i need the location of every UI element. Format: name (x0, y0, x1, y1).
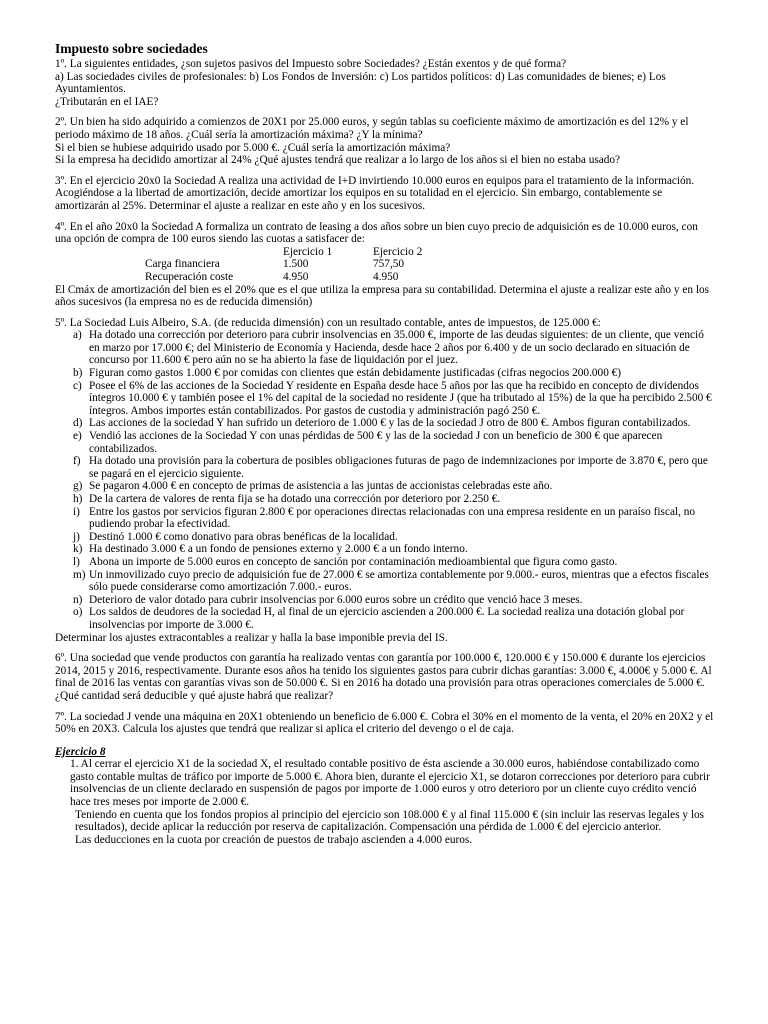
list-item (55, 455, 715, 480)
q5-intro: 5º. La Sociedad Luis Albeiro, S.A. (de reducida dimensión) con un resultado contable, antes de impuestos, de 125.000 €: (55, 316, 601, 329)
table-cell: Carga financiera (145, 258, 220, 271)
q2-line-2: Si el bien se hubiese adquirido usado por 5.000 €. ¿Cuál sería la amortización máxima? (55, 141, 451, 154)
table-row (145, 271, 463, 284)
list-item (55, 480, 715, 493)
table-cell: 4.950 (283, 270, 309, 283)
list-item-text: Ha destinado 3.000 € a un fondo de pensiones externo y 2.000 € a un fondo interno. (89, 543, 468, 556)
list-item (55, 417, 715, 430)
question-7: 7º. La sociedad J vende una máquina en 20X1 obteniendo un beneficio de 6.000 €. Cobra el 30% en el momento de la venta, el 20% en 20X2 y el 50% en 20X3. Calcula los ajustes que tendrá que realizar si aplica el criterio del devengo o el de caja. (55, 710, 714, 736)
question-2 (55, 116, 715, 166)
list-item-label: o) (73, 606, 83, 619)
table-cell: 4.950 (373, 270, 399, 283)
q4-outro: El Cmáx de amortización del bien es el 20% que es el que utiliza la empresa para su contabilidad. Determina el ajuste a realizar este año y en los años sucesivos (la empresa no es de reducida dimensión) (55, 283, 710, 309)
leasing-header-cell (145, 246, 283, 259)
exercise-8-paragraph-1: 1. Al cerrar el ejercicio X1 de la sociedad X, el resultado contable positivo de ésta asciende a 30.000 euros, habiéndose contabilizado como gasto contable multas de tráfico por importe de 5.000 €. Ahora bien, durante el ejercicio X1, se dotaron correcciones por deterioro para cubrir insolvencias de un cliente declarado en suspensión de pagos por importe de 1.000 euros y otro deterioro por un cliente cuyo crédito venció hace tres meses por importe de 2.000 €. (70, 758, 710, 809)
exercise-8-heading: Ejercicio 8 (55, 745, 106, 758)
leasing-header-cell: Ejercicio 2 (373, 245, 423, 258)
list-item-text: Entre los gastos por servicios figuran 2.800 € por operaciones directas relacionadas con una empresa residente en un paraíso fiscal, no pudiendo probar la efectividad. (89, 505, 696, 531)
q2-line-3: Si la empresa ha decidido amortizar al 24% ¿Qué ajustes tendrá que realizar a lo largo de los años si el bien no estaba usado? (55, 154, 621, 167)
list-item-label: c) (73, 379, 82, 392)
list-item-text: Figuran como gastos 1.000 € por comidas con clientes que están debidamente justificadas (cifras negocios 200.000 €) (89, 367, 622, 380)
exercise-8 (55, 746, 715, 847)
list-item-text: Un inmovilizado cuyo precio de adquisición fue de 27.000 € se amortiza contablemente por 9.000.- euros, mientras que a efectos fiscales sólo puede considerarse como amortización 7.000.- euros. (89, 568, 709, 594)
question-6: 6º. Una sociedad que vende productos con garantía ha realizado ventas con garantía por 100.000 €, 120.000 € y 150.000 € durante los ejercicios 2014, 2015 y 2016, respectivamente. Durante esos años ha tenido los siguientes gastos para cubrir dichas garantías: 3.000 €, 4.000€ y 5.000 €. Al final de 2016 las ventas con garantías vivas son de 50.000 €. Si en 2016 ha dotado una provisión para otras operaciones comerciales de 5.000 €. ¿Qué cantidad será deducible y qué ajuste habrá que realizar? (55, 652, 712, 702)
question-3: 3º. En el ejercicio 20x0 la Sociedad A realiza una actividad de I+D invirtiendo 10.000 euros en equipos para el tratamiento de la información. Acogiéndose a la libertad de amortización, decide amortizar los equipos en su totalidad en el ejercicio. Sin embargo, contablemente se amortizarán al 25%. Determinar el ajuste a realizar en este año y en los sucesivos. (55, 174, 695, 212)
question-5 (55, 317, 715, 644)
exercise-8-paragraph-3: Las deducciones en la cuota por creación de puestos de trabajo ascienden a 4.000 euros. (75, 833, 473, 846)
list-item-label: f) (73, 455, 81, 468)
question-1 (55, 58, 715, 108)
list-item (55, 569, 715, 594)
list-item-label: n) (73, 593, 83, 606)
list-item (55, 430, 715, 455)
list-item-label: h) (73, 493, 83, 505)
list-item (55, 506, 715, 531)
leasing-header-cell: Ejercicio 1 (283, 245, 333, 258)
q4-intro: 4º. En el año 20x0 la Sociedad A formaliza un contrato de leasing a dos años sobre un bien cuyo precio de adquisición es de 10.000 euros, con una opción de compra de 100 euros siendo las cuotas a satisfacer de: (55, 220, 698, 246)
list-item-label: k) (73, 543, 83, 556)
list-item-label: b) (73, 367, 83, 380)
list-item-text: Deterioro de valor dotado para cubrir insolvencias por 6.000 euros sobre un crédito que venció hace 3 meses. (89, 593, 583, 606)
exercise-8-paragraph-2: Teniendo en cuenta que los fondos propios al principio del ejercicio son 108.000 € y al final 115.000 € (sin incluir las reservas legales y los resultados), decide aplicar la reducción por reserva de capitalización. Compensación una pérdida de 1.000 € del ejercicio anterior. (75, 808, 705, 834)
leasing-table (145, 246, 463, 284)
list-item-label: i) (73, 505, 80, 518)
list-item-text: Ha dotado una corrección por deterioro para cubrir insolvencias en 35.000 €, importe de las deudas siguientes: de un cliente, que venció en marzo por 17.000 €; del Ministerio de Economía y Hacienda, desde hace 2 años por 6.400 y de un socio declarado en situación de concurso por 11.600 € pero aún no se ha abierto la fase de liquidación por el juez. (89, 329, 704, 367)
list-item-text: De la cartera de valores de renta fija se ha dotado una corrección por deterioro por 2.250 €. (89, 493, 501, 505)
q1-line-3: ¿Tributarán en el IAE? (55, 95, 159, 108)
list-item-text: Se pagaron 4.000 € en concepto de primas de asistencia a las juntas de accionistas celebradas este año. (89, 480, 553, 493)
q5-outro: Determinar los ajustes extracontables a realizar y halla la base imponible previa del IS. (55, 631, 448, 644)
list-item-text: Las acciones de la sociedad Y han sufrido un deterioro de 1.000 € y las de la sociedad J otro de 800 €. Ambos figuran contabilizados. (89, 417, 691, 430)
list-item (55, 556, 715, 569)
list-item-label: l) (73, 555, 80, 568)
list-item (55, 367, 715, 380)
list-item-label: a) (73, 329, 82, 342)
list-item-label: g) (73, 480, 83, 493)
document-title: Impuesto sobre sociedades (55, 41, 208, 56)
list-item (55, 329, 715, 367)
leasing-header-row (145, 246, 463, 259)
list-item-text: Abona un importe de 5.000 euros en concepto de sanción por contaminación medioambiental que figura como gasto. (89, 555, 618, 568)
list-item-text: Los saldos de deudores de la sociedad H, al final de un ejercicio ascienden a 200.000 €. La sociedad realiza una dotación global por insolvencias por importe de 3.000 €. (89, 606, 685, 631)
list-item (55, 380, 715, 418)
question-4 (55, 221, 715, 309)
table-cell: 757,50 (373, 258, 405, 271)
list-item-label: e) (73, 430, 82, 443)
list-item-label: j) (73, 530, 80, 543)
list-item-text: Destinó 1.000 € como donativo para obras benéficas de la localidad. (89, 530, 398, 543)
list-item (55, 543, 715, 556)
document-body (55, 42, 715, 846)
list-item (55, 606, 715, 631)
list-item-label: m) (73, 568, 86, 581)
table-cell: Recuperación coste (145, 270, 234, 283)
list-item (55, 594, 715, 607)
list-item-text: Posee el 6% de las acciones de la Sociedad Y residente en España desde hace 5 años por las que ha recibido en concepto de dividendos íntegros 10.000 € y también posee el 1% del capital de la sociedad no residente J (que ha tributado al 15%) de la que ha percibido 2.500 € íntegros. Ambos importes están contabilizados. Por gastos de custodia y administración pagó 250 €. (89, 379, 712, 417)
q5-item-list (55, 329, 715, 631)
q1-line-1: 1º. La siguientes entidades, ¿son sujetos pasivos del Impuesto sobre Sociedades? ¿Están exentos y de qué forma? (55, 58, 567, 70)
q1-line-2: a) Las sociedades civiles de profesionales: b) Los Fondos de Inversión: c) Los partidos políticos: d) Las comunidades de bienes; e) Los Ayuntamientos. (55, 70, 666, 96)
table-cell: 1.500 (283, 258, 309, 271)
list-item (55, 493, 715, 506)
list-item-label: d) (73, 417, 83, 430)
list-item-text: Ha dotado una provisión para la cobertura de posibles obligaciones futuras de pago de indemnizaciones por importe de 3.870 €, pero que se pagará en el ejercicio siguiente. (89, 455, 708, 480)
table-row (145, 258, 463, 271)
list-item (55, 531, 715, 544)
q2-line-1: 2º. Un bien ha sido adquirido a comienzos de 20X1 por 25.000 euros, y según tablas su coeficiente máximo de amortización es del 12% y el periodo máximo de 18 años. ¿Cuál sería la amortización máxima? ¿Y la mínima? (55, 116, 689, 141)
list-item-text: Vendió las acciones de la Sociedad Y con unas pérdidas de 500 € y las de la sociedad J con un beneficio de 300 € que aparecen contabilizados. (89, 430, 663, 455)
